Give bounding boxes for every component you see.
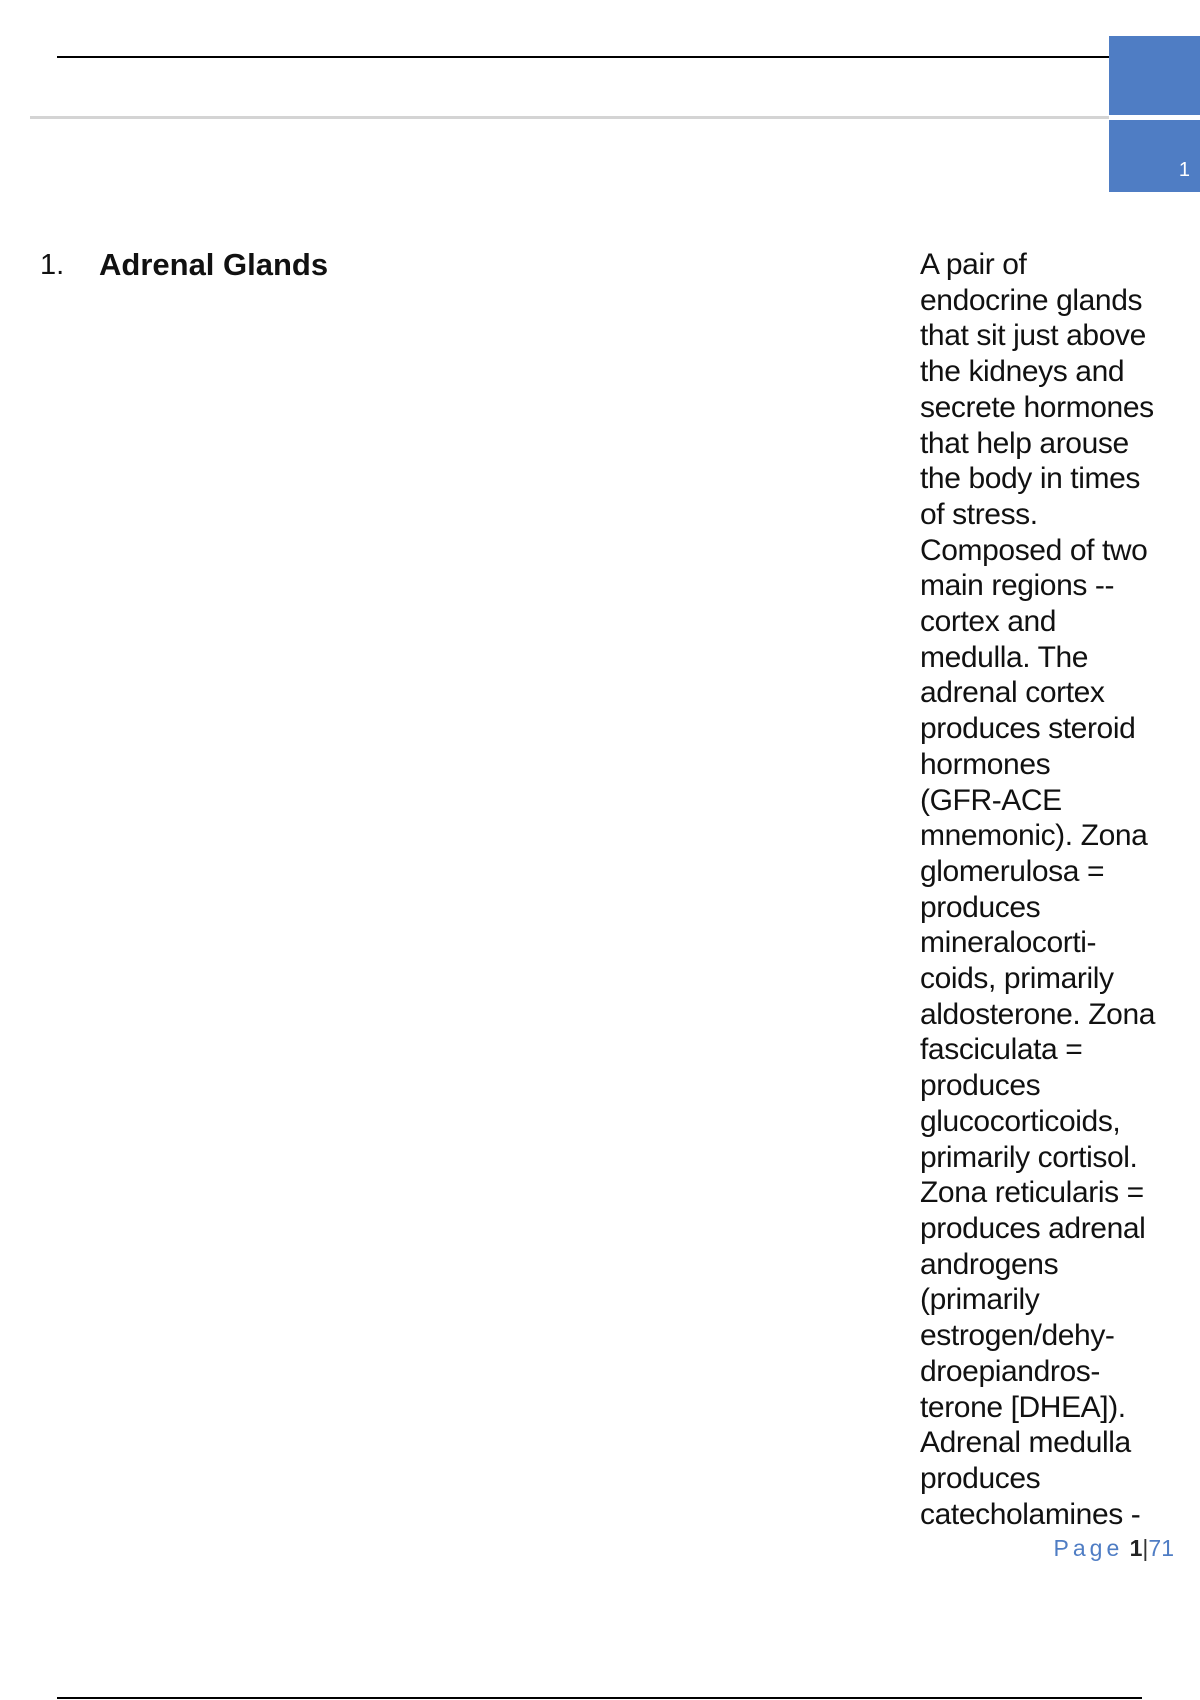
definition-line: adrenal cortex	[920, 676, 1105, 710]
definition-line: of stress.	[920, 497, 1038, 531]
entry-definition	[920, 247, 1182, 1532]
definition-line: the body in times	[920, 462, 1140, 496]
definition-line: droepiandros-	[920, 1354, 1100, 1388]
definition-line: estrogen/dehy-	[920, 1319, 1115, 1353]
definition-line: A pair of	[920, 248, 1027, 281]
definition-line: endocrine glands	[920, 283, 1143, 317]
definition-line: produces	[920, 1069, 1041, 1103]
page-separator: |	[1142, 1535, 1149, 1561]
page-footer	[1054, 1534, 1174, 1562]
page-label: Page	[1053, 1535, 1124, 1561]
definition-line: produces adrenal	[920, 1211, 1146, 1245]
current-page-number: 1	[1129, 1535, 1143, 1561]
total-pages: 71	[1148, 1535, 1174, 1561]
definition-line: cortex and	[920, 605, 1057, 639]
definition-line: aldosterone. Zona	[920, 997, 1156, 1031]
definition-line: Adrenal medulla	[920, 1426, 1131, 1460]
definition-line: produces steroid	[920, 712, 1136, 746]
entry-term: Adrenal Glands	[99, 247, 329, 282]
definition-line: catecholamines -	[920, 1497, 1141, 1531]
definition-line: (GFR-ACE	[920, 783, 1062, 817]
definition-line: glomerulosa =	[920, 854, 1105, 888]
footer-rule	[57, 1697, 1142, 1699]
definition-line: the kidneys and	[920, 355, 1125, 389]
header-page-badge	[1109, 120, 1200, 192]
definition-line: coids, primarily	[920, 962, 1114, 996]
definition-line: produces	[920, 890, 1041, 924]
definition-line: glucocorticoids,	[920, 1104, 1121, 1138]
header-page-number: 1	[1178, 159, 1190, 181]
header-top-rule	[57, 56, 1109, 58]
definition-line: Zona reticularis =	[920, 1176, 1144, 1210]
definition-line: medulla. The	[920, 640, 1089, 674]
definition-line: Composed of two	[920, 533, 1148, 567]
definition-line: mnemonic). Zona	[920, 819, 1148, 853]
definition-line: primarily cortisol.	[920, 1140, 1138, 1174]
definition-line: terone [DHEA]).	[920, 1390, 1126, 1424]
definition-line: androgens	[920, 1247, 1059, 1281]
entry-number: 1.	[40, 249, 65, 281]
definition-line: secrete hormones	[920, 390, 1154, 424]
definition-line: (primarily	[920, 1283, 1040, 1317]
definition-line: that sit just above	[920, 319, 1146, 353]
definition-line: produces	[920, 1461, 1041, 1495]
definition-line: hormones	[920, 747, 1051, 781]
definition-line: main regions --	[920, 569, 1115, 603]
definition-line: mineralocorti-	[920, 926, 1097, 960]
definition-line: that help arouse	[920, 426, 1129, 460]
header-rule	[30, 116, 1109, 119]
header-corner-block	[1109, 36, 1200, 115]
definition-line: fasciculata =	[920, 1033, 1083, 1067]
